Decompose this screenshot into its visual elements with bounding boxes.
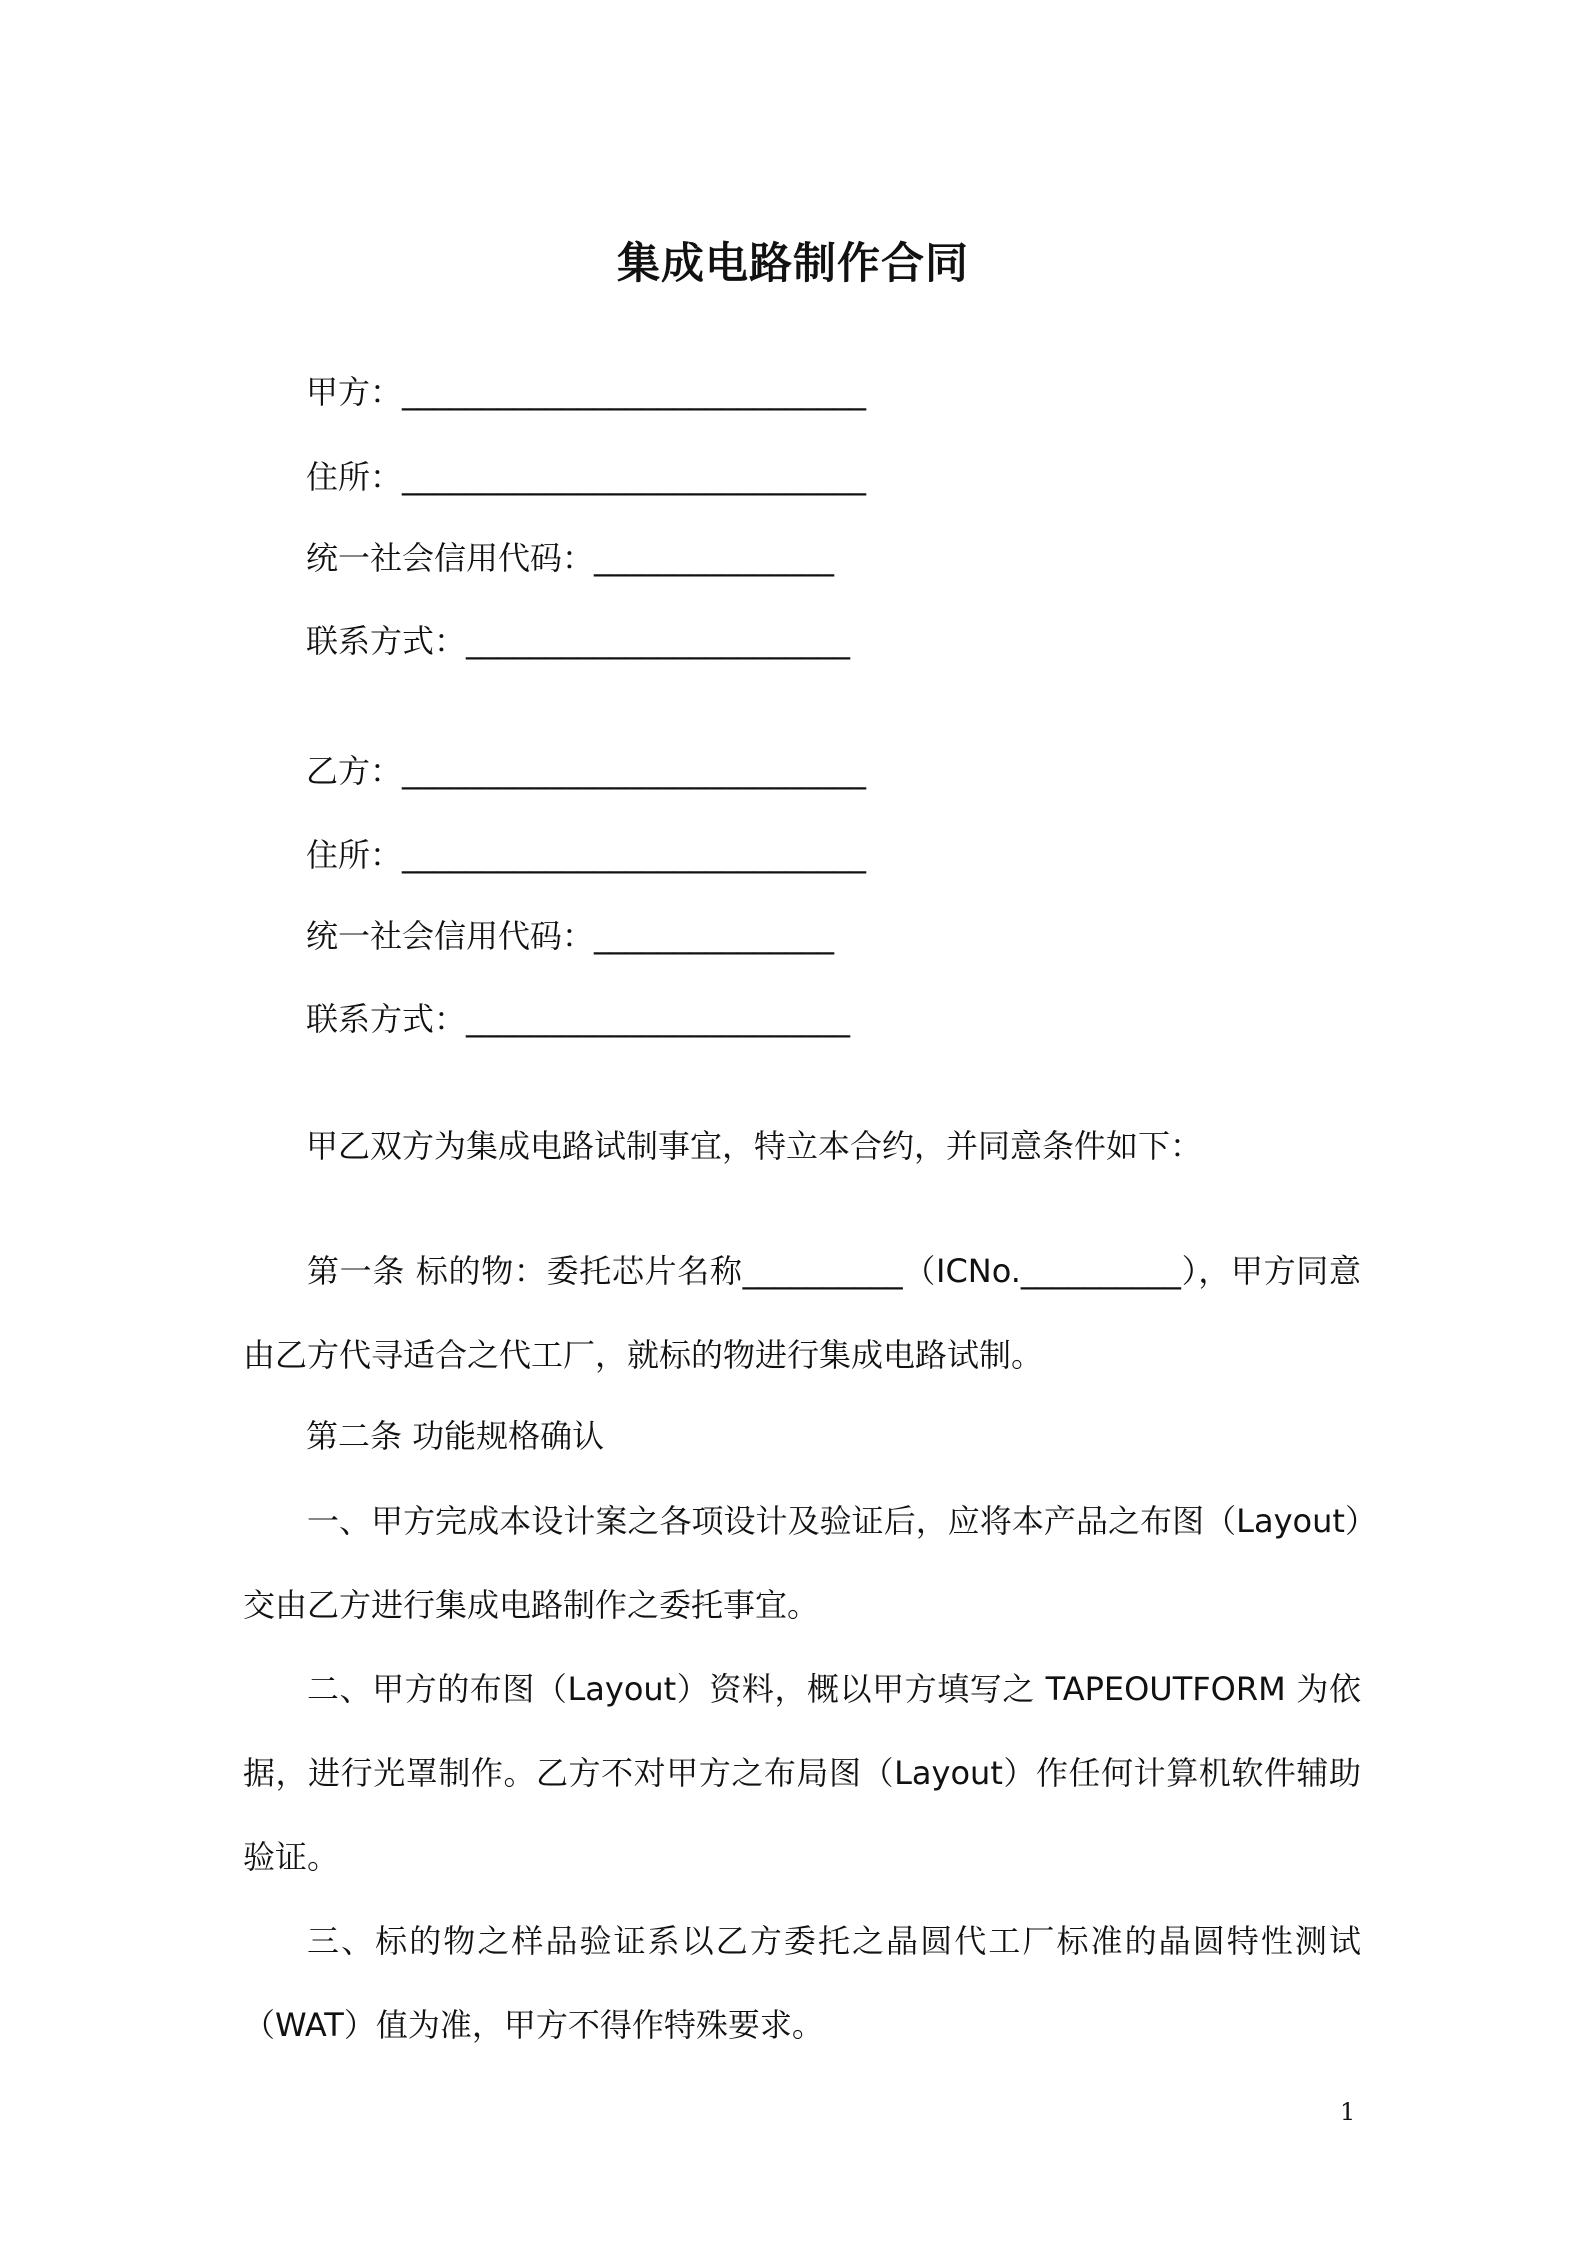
article-2-item-1: 一、甲方完成本设计案之各项设计及验证后，应将本产品之布图（Layout）交由乙方进行集成电路制作之委托事宜。 bbox=[243, 1502, 1361, 1624]
article-2-item-2: 二、甲方的布图（Layout）资料，概以甲方填写之 TAPEOUTFORM 为依据，进行光罩制作。乙方不对甲方之布局图（Layout）作任何计算机软件辅助验证。 bbox=[243, 1670, 1361, 1876]
article-2-heading: 第二条 功能规格确认 bbox=[306, 1417, 605, 1455]
party-b-credit-code-line: 统一社会信用代码：_______________ bbox=[306, 917, 835, 955]
page-number: 1 bbox=[1340, 2098, 1356, 2126]
contract-preamble: 甲乙双方为集成电路试制事宜，特立本合约，并同意条件如下： bbox=[306, 1127, 1203, 1165]
article-2-item-3: 三、标的物之样品验证系以乙方委托之晶圆代工厂标准的晶圆特性测试（WAT）值为准，甲方不得作特殊要求。 bbox=[243, 1922, 1361, 2044]
party-a-address-line: 住所：_____________________________ bbox=[306, 458, 867, 496]
article-1: 第一条 标的物：委托芯片名称__________（ICNo.__________），甲方同意由乙方代寻适合之代工厂，就标的物进行集成电路试制。 bbox=[243, 1252, 1361, 1374]
party-b-contact-line: 联系方式：________________________ bbox=[306, 1000, 851, 1038]
party-a-credit-code-line: 统一社会信用代码：_______________ bbox=[306, 539, 835, 577]
document-title: 集成电路制作合同 bbox=[617, 239, 969, 289]
party-b-name-line: 乙方：_____________________________ bbox=[306, 752, 867, 790]
party-b-address-line: 住所：_____________________________ bbox=[306, 836, 867, 874]
party-a-name-line: 甲方：_____________________________ bbox=[306, 373, 867, 411]
party-a-contact-line: 联系方式：________________________ bbox=[306, 622, 851, 660]
